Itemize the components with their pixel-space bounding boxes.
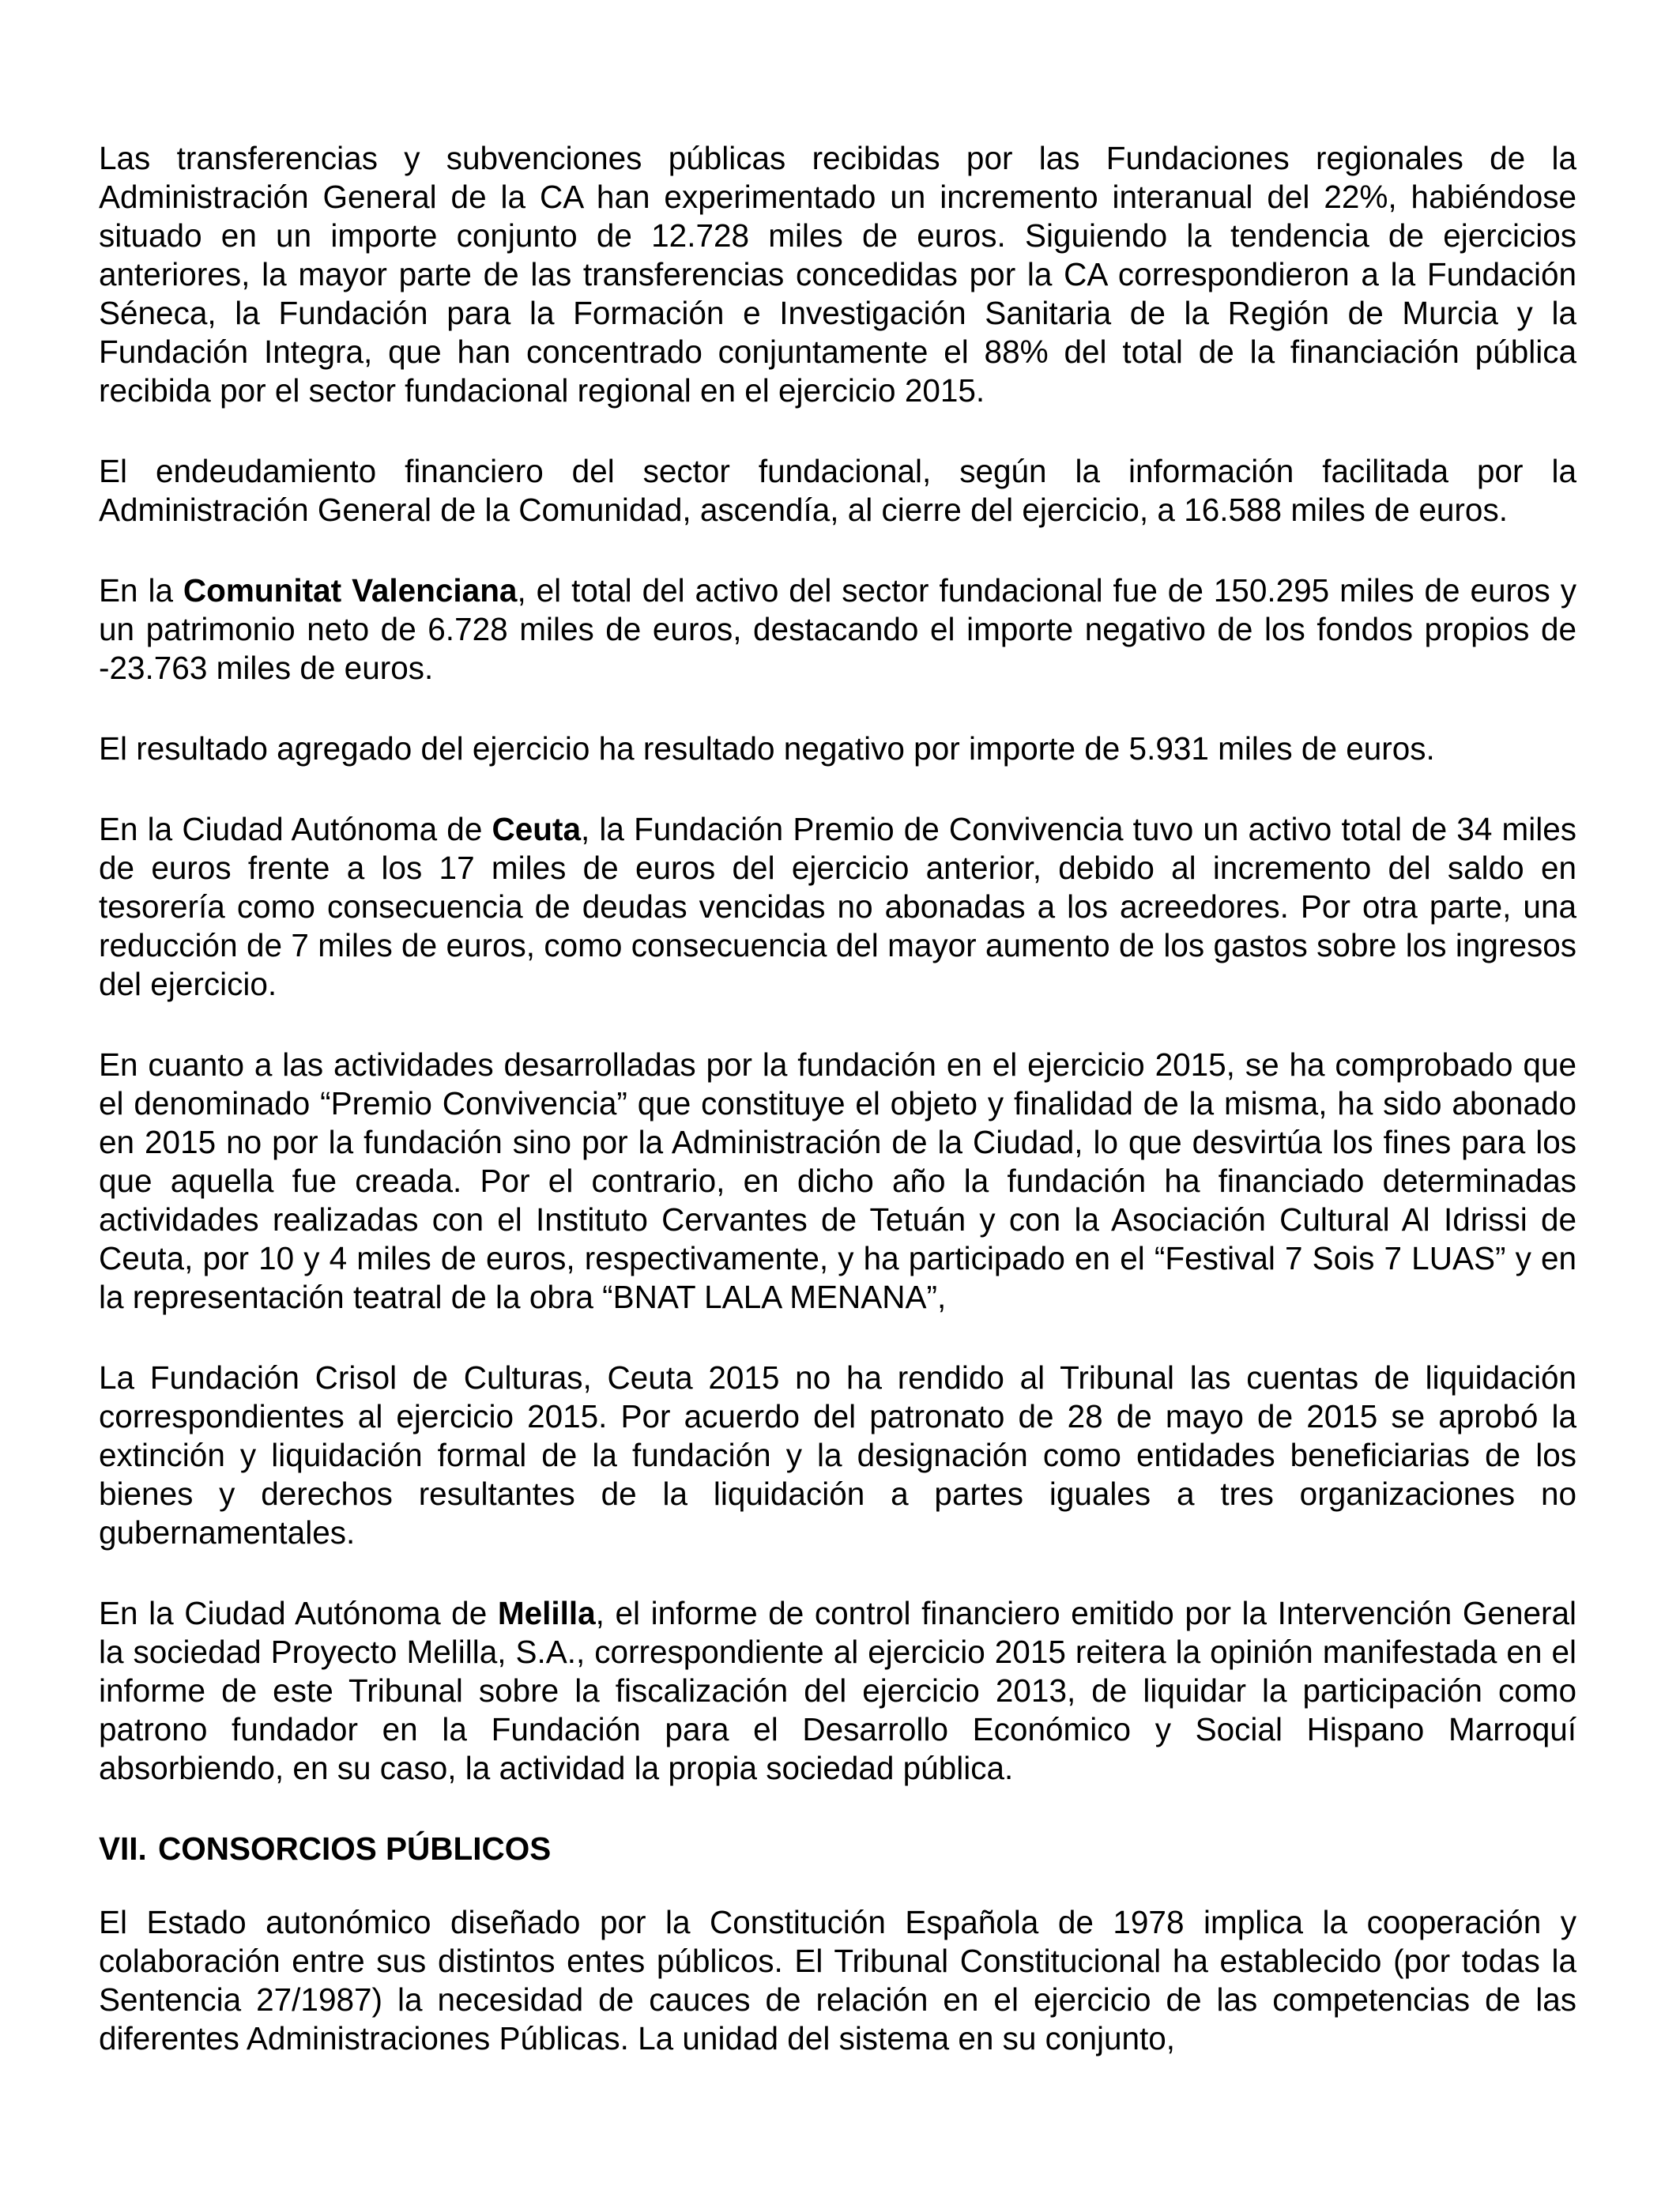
paragraph-valenciana xyxy=(99,571,1576,688)
paragraph-text: , el informe de control financiero emitido por la Intervención General la sociedad Proyecto Melilla, S.A., correspondiente al ejercicio 2015 reitera la opinión manifestada en el informe de este Tribunal sobre la fiscalización del ejercicio 2013, de liquidar la participación como patrono fundador en la Fundación para el Desarrollo Económico y Social Hispano Marroquí absorbiendo, en su caso, la actividad la propia sociedad pública. xyxy=(99,1595,1576,1786)
paragraph-murcia-transfers: Las transferencias y subvenciones públicas recibidas por las Fundaciones regionales de la Administración General de la CA han experimentado un incremento interanual del 22%, habiéndose situado en un importe conjunto de 12.728 miles de euros. Siguiendo la tendencia de ejercicios anteriores, la mayor parte de las transferencias concedidas por la CA correspondieron a la Fundación Séneca, la Fundación para la Formación e Investigación Sanitaria de la Región de Murcia y la Fundación Integra, que han concentrado conjuntamente el 88% del total de la financiación pública recibida por el sector fundacional regional en el ejercicio 2015. xyxy=(99,140,1576,409)
paragraph-crisol-culturas: La Fundación Crisol de Culturas, Ceuta 2015 no ha rendido al Tribunal las cuentas de liquidación correspondientes al ejercicio 2015. Por acuerdo del patronato de 28 de mayo de 2015 se aprobó la extinción y liquidación formal de la fundación y la designación como entidades beneficiarias de los bienes y derechos resultantes de la liquidación a partes iguales a tres organizaciones no gubernamentales. xyxy=(99,1359,1576,1551)
paragraph-text: En la xyxy=(99,572,183,609)
region-name-bold: Melilla xyxy=(497,1595,596,1631)
paragraph-murcia-debt: El endeudamiento financiero del sector fundacional, según la información facilitada por la Administración General de la Comunidad, ascendía, al cierre del ejercicio, a 16.588 miles de euros. xyxy=(99,453,1576,528)
section-number: VII. xyxy=(99,1830,147,1867)
paragraph-valenciana-result: El resultado agregado del ejercicio ha resultado negativo por importe de 5.931 miles de euros. xyxy=(99,730,1435,767)
paragraph-ceuta xyxy=(99,810,1576,1004)
paragraph-text: , la Fundación Premio de Convivencia tuvo un activo total de 34 miles de euros frente a los 17 miles de euros del ejercicio anterior, debido al incremento del saldo en tesorería como consecuencia de deudas vencidas no abonadas a los acreedores. Por otra parte, una reducción de 7 miles de euros, como consecuencia del mayor aumento de los gastos sobre los ingresos del ejercicio. xyxy=(99,811,1576,1002)
section-heading xyxy=(99,1830,1576,1868)
paragraph-consorcios-intro: El Estado autonómico diseñado por la Constitución Española de 1978 implica la cooperación y colaboración entre sus distintos entes públicos. El Tribunal Constitucional ha establecido (por todas la Sentencia 27/1987) la necesidad de cauces de relación en el ejercicio de las competencias de las diferentes Administraciones Públicas. La unidad del sistema en su conjunto, xyxy=(99,1904,1576,2056)
paragraph-text: , el total del activo del sector fundacional fue de 150.295 miles de euros y un patrimonio neto de 6.728 miles de euros, destacando el importe negativo de los fondos propios de -23.763 miles de euros. xyxy=(99,572,1576,686)
region-name-bold: Comunitat Valenciana xyxy=(183,572,518,609)
paragraph-text: En la Ciudad Autónoma de xyxy=(99,1595,498,1631)
region-name-bold: Ceuta xyxy=(492,811,582,847)
section-title: CONSORCIOS PÚBLICOS xyxy=(158,1830,552,1867)
paragraph-melilla xyxy=(99,1594,1576,1788)
paragraph-ceuta-activities: En cuanto a las actividades desarrolladas por la fundación en el ejercicio 2015, se ha comprobado que el denominado “Premio Convivencia” que constituye el objeto y finalidad de la misma, ha sido abonado en 2015 no por la fundación sino por la Administración de la Ciudad, lo que desvirtúa los fines para los que aquella fue creada. Por el contrario, en dicho año la fundación ha financiado determinadas actividades realizadas con el Instituto Cervantes de Tetuán y con la Asociación Cultural Al Idrissi de Ceuta, por 10 y 4 miles de euros, respectivamente, y ha participado en el “Festival 7 Sois 7 LUAS” y en la representación teatral de la obra “BNAT LALA MENANA”, xyxy=(99,1046,1576,1315)
paragraph-text: En la Ciudad Autónoma de xyxy=(99,811,492,847)
document-body xyxy=(99,139,1576,2100)
